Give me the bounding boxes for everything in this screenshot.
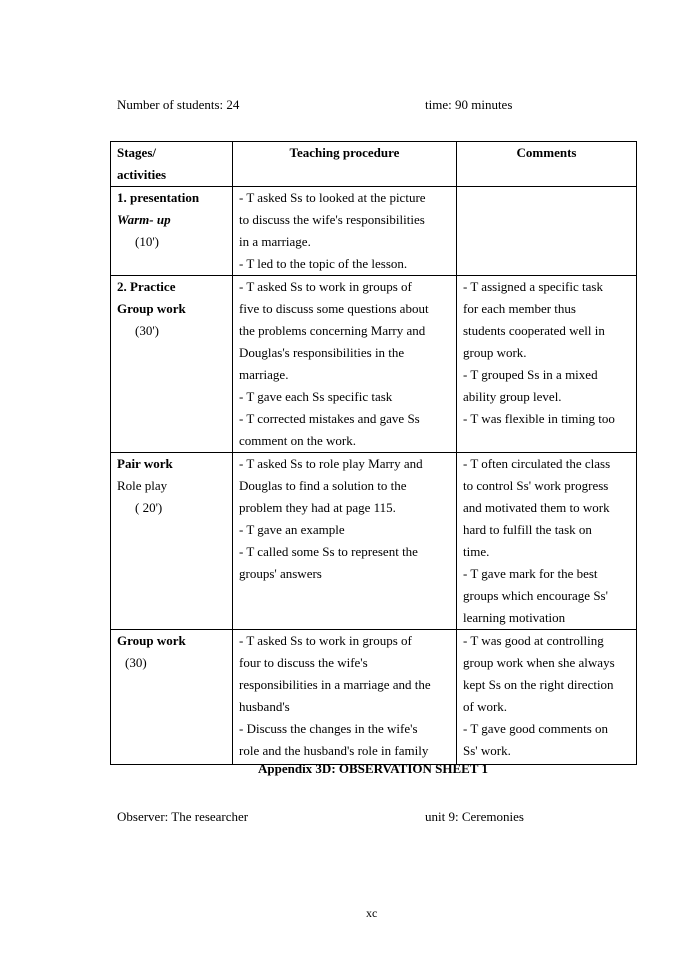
lesson-time: time: 90 minutes — [425, 97, 513, 112]
comment-line: - T was flexible in timing too — [463, 411, 615, 426]
table-header-row — [111, 142, 637, 187]
procedure-line: in a marriage. — [239, 234, 311, 249]
activity-duration: (30) — [125, 655, 147, 670]
comment-line: to control Ss' work progress — [463, 478, 609, 493]
activity-name: Role play — [117, 478, 168, 493]
activity-duration: (30') — [135, 323, 160, 338]
appendix-title: Appendix 3D: OBSERVATION SHEET 1 — [257, 761, 488, 776]
stage-cell — [111, 276, 233, 453]
stage-cell — [111, 630, 233, 765]
comment-line: - T often circulated the class — [463, 456, 611, 471]
comment-line: groups which encourage Ss' — [463, 588, 608, 603]
comments-cell — [457, 630, 637, 765]
unit: unit 9: Ceremonies — [425, 809, 524, 824]
procedure-line: - T asked Ss to role play Marry and — [239, 456, 423, 471]
comment-line: group work. — [463, 345, 527, 360]
procedure-line: marriage. — [239, 367, 289, 382]
comment-line: learning motivation — [463, 610, 566, 625]
stage-name: 1. presentation — [117, 190, 200, 205]
comment-line: Ss' work. — [463, 743, 511, 758]
table-row — [111, 187, 637, 276]
procedure-line: problem they had at page 115. — [239, 500, 396, 515]
comment-line: hard to fulfill the task on — [463, 522, 592, 537]
table-row — [111, 276, 637, 453]
stage-name: Group work — [117, 633, 186, 648]
comments-cell — [457, 453, 637, 630]
comment-line: - T was good at controlling — [463, 633, 604, 648]
procedure-line: - T asked Ss to looked at the picture — [239, 190, 426, 205]
activity-name: Warm- up — [117, 212, 171, 227]
procedure-line: role and the husband's role in family — [239, 743, 429, 758]
procedure-cell — [233, 630, 457, 765]
comment-line: for each member thus — [463, 301, 576, 316]
procedure-cell — [233, 276, 457, 453]
procedure-line: - T led to the topic of the lesson. — [239, 256, 408, 271]
comment-line: and motivated them to work — [463, 500, 610, 515]
stage-cell — [111, 187, 233, 276]
stage-cell — [111, 453, 233, 630]
procedure-line: comment on the work. — [239, 433, 356, 448]
procedure-line: - T asked Ss to work in groups of — [239, 279, 412, 294]
procedure-line: Douglas to find a solution to the — [239, 478, 407, 493]
comment-line: kept Ss on the right direction — [463, 677, 614, 692]
comment-line: group work when she always — [463, 655, 615, 670]
table-row — [111, 630, 637, 765]
procedure-line: - T corrected mistakes and gave Ss — [239, 411, 420, 426]
procedure-line: - T called some Ss to represent the — [239, 544, 418, 559]
number-of-students: Number of students: 24 — [117, 97, 240, 112]
comments-cell — [457, 187, 637, 276]
procedure-line: groups' answers — [239, 566, 322, 581]
header-stages-line1: Stages/ — [117, 145, 156, 160]
observation-table — [110, 141, 637, 765]
procedure-line: husband's — [239, 699, 290, 714]
stage-name: Pair work — [117, 456, 173, 471]
table-row — [111, 453, 637, 630]
comment-line: students cooperated well in — [463, 323, 605, 338]
procedure-line: the problems concerning Marry and — [239, 323, 426, 338]
comments-cell — [457, 276, 637, 453]
comment-line: - T gave mark for the best — [463, 566, 598, 581]
activity-name: Group work — [117, 301, 186, 316]
header-stages-line2: activities — [117, 167, 167, 182]
page-number: xc — [366, 906, 378, 920]
procedure-line: - T gave an example — [239, 522, 345, 537]
comment-line: - T assigned a specific task — [463, 279, 603, 294]
header-comments: Comments — [457, 142, 637, 187]
activity-duration: (10') — [135, 234, 160, 249]
comment-line: - T grouped Ss in a mixed — [463, 367, 598, 382]
procedure-cell — [233, 453, 457, 630]
comment-line: ability group level. — [463, 389, 562, 404]
procedure-line: to discuss the wife's responsibilities — [239, 212, 425, 227]
comment-line: - T gave good comments on — [463, 721, 609, 736]
comment-line: time. — [463, 544, 490, 559]
procedure-line: four to discuss the wife's — [239, 655, 368, 670]
activity-duration: ( 20') — [135, 500, 163, 515]
procedure-line: - Discuss the changes in the wife's — [239, 721, 418, 736]
procedure-cell — [233, 187, 457, 276]
procedure-line: - T asked Ss to work in groups of — [239, 633, 412, 648]
header-procedure: Teaching procedure — [233, 142, 457, 187]
comment-line: of work. — [463, 699, 508, 714]
header-stages — [111, 142, 233, 187]
procedure-line: - T gave each Ss specific task — [239, 389, 393, 404]
observer: Observer: The researcher — [117, 809, 249, 824]
procedure-line: responsibilities in a marriage and the — [239, 677, 431, 692]
procedure-line: Douglas's responsibilities in the — [239, 345, 405, 360]
stage-name: 2. Practice — [117, 279, 176, 294]
procedure-line: five to discuss some questions about — [239, 301, 429, 316]
